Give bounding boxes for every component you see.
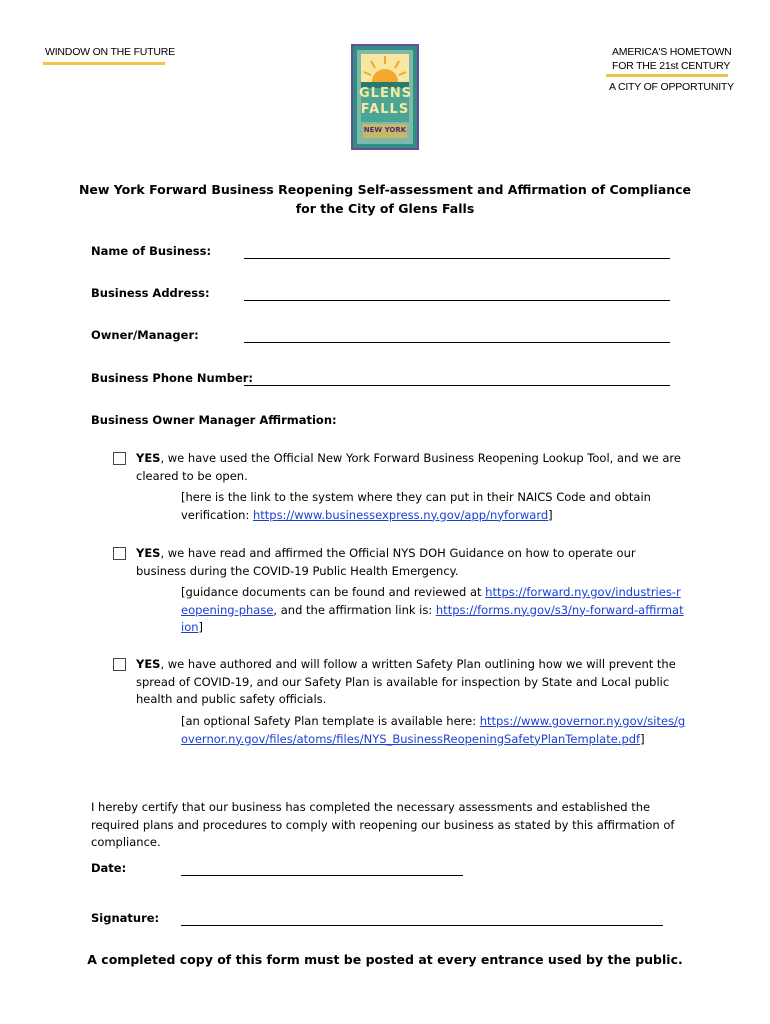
left-accent-line xyxy=(43,62,165,65)
business-phone-label: Business Phone Number: xyxy=(91,371,254,385)
affirmation-text-1: , we have used the Official New York Forward Business Reopening Lookup Tool, and we are cleared to be open. xyxy=(136,451,681,483)
city-logo xyxy=(351,44,419,150)
form-title-line2: for the City of Glens Falls xyxy=(295,201,475,216)
posting-notice: A completed copy of this form must be posted at every entrance used by the public. xyxy=(87,952,683,967)
affirmation-text-3: , we have authored and will follow a written Safety Plan outlining how we will prevent the spread of COVID-19, and our Safety Plan is available for inspection by State and Local public health and public safety officials. xyxy=(136,657,676,706)
affirmation-text-2: , we have read and affirmed the Official NYS DOH Guidance on how to operate our business during the COVID-19 Public Health Emergency. xyxy=(136,546,636,578)
logo-text-newyork: NEW YORK xyxy=(363,126,407,134)
affirmation-checkbox-3[interactable] xyxy=(113,658,126,671)
logo-text-glens: GLENS xyxy=(359,86,413,101)
affirmation-note-2 xyxy=(181,584,686,637)
right-tagline-1: AMERICA'S HOMETOWN xyxy=(612,46,732,58)
left-tagline: WINDOW ON THE FUTURE xyxy=(45,46,175,58)
business-address-field[interactable] xyxy=(244,288,670,301)
note-end-3: ] xyxy=(640,731,645,746)
business-address-label: Business Address: xyxy=(91,286,210,300)
note-text-3: [an optional Safety Plan template is available here: xyxy=(181,714,480,728)
yes-label-1: YES xyxy=(136,451,161,465)
signature-label: Signature: xyxy=(91,911,160,925)
affirmation-checkbox-2[interactable] xyxy=(113,547,126,560)
date-field[interactable] xyxy=(181,863,463,876)
logo-text-falls: FALLS xyxy=(360,102,410,117)
affirmation-checkbox-1[interactable] xyxy=(113,452,126,465)
right-tagline-2: FOR THE 21st CENTURY xyxy=(612,60,731,72)
note-end-2: ] xyxy=(198,620,204,634)
business-name-field[interactable] xyxy=(244,246,670,259)
form-title-line1: New York Forward Business Reopening Self-assessment and Affirmation of Compliance xyxy=(78,182,692,197)
safety-plan-template-link[interactable]: https://www.governor.ny.gov/sites/governor.ny.gov/files/atoms/files/NYS_BusinessReopeningSafetyPlanTemplate.pdf xyxy=(181,714,686,746)
right-accent-line xyxy=(606,74,728,77)
affirmation-note-3 xyxy=(181,713,686,748)
affirmation-item-2 xyxy=(136,545,681,580)
affirmation-heading: Business Owner Manager Affirmation: xyxy=(91,413,337,427)
note-mid-2: , and the affirmation link is: xyxy=(273,602,436,617)
certification-statement: I hereby certify that our business has completed the necessary assessments and established the required plans and procedures to comply with reopening our business as stated by this affirmation of compliance. xyxy=(91,800,675,849)
note-text-2: [guidance documents can be found and reviewed at xyxy=(181,585,486,599)
business-name-label: Name of Business: xyxy=(91,244,212,258)
business-phone-field[interactable] xyxy=(244,373,670,386)
note-end-1: ] xyxy=(548,507,553,522)
date-label: Date: xyxy=(91,861,127,875)
businessexpress-link[interactable]: https://www.businessexpress.ny.gov/app/nyforward xyxy=(252,507,549,522)
yes-label-3: YES xyxy=(136,657,161,671)
owner-manager-field[interactable] xyxy=(244,330,670,343)
yes-label-2: YES xyxy=(136,546,161,560)
affirmation-note-1 xyxy=(181,489,686,524)
affirmation-form-link[interactable]: https://forms.ny.gov/s3/ny-forward-affirmation xyxy=(181,602,684,634)
signature-field[interactable] xyxy=(181,913,663,926)
forward-industries-link[interactable]: https://forward.ny.gov/industries-reopening-phase xyxy=(181,585,681,617)
owner-manager-label: Owner/Manager: xyxy=(91,328,199,342)
right-tagline-3: A CITY OF OPPORTUNITY xyxy=(609,81,734,93)
note-text-1: [here is the link to the system where they can put in their NAICS Code and obtain verification: xyxy=(181,490,651,522)
affirmation-item-1 xyxy=(136,450,681,485)
affirmation-item-3 xyxy=(136,656,681,709)
